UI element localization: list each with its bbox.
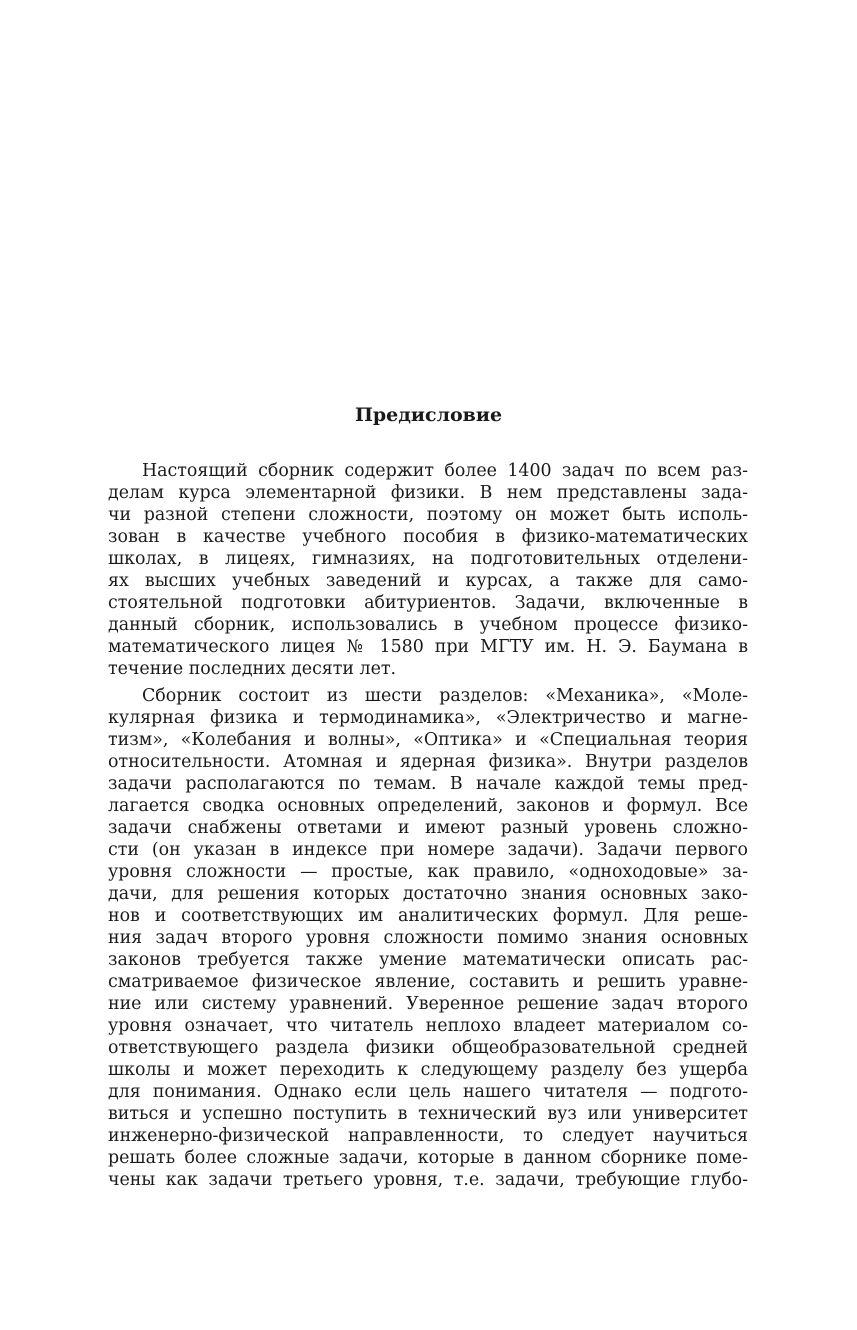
preface-body bbox=[108, 460, 748, 1191]
text-line: задачи снабжены ответами и имеют разный уровень сложно- bbox=[108, 818, 748, 838]
text-line: течение последних десяти лет. bbox=[108, 659, 397, 679]
text-line: сти (он указан в индексе при номере задачи). Задачи первого bbox=[108, 840, 748, 860]
text-line: стоятельной подготовки абитуриентов. Задачи, включенные в bbox=[108, 593, 748, 613]
text-line: Сборник состоит из шести разделов: «Механика», «Моле- bbox=[142, 686, 748, 706]
paragraph-1 bbox=[108, 460, 748, 680]
text-line: ния задач второго уровня сложности помимо знания основных bbox=[108, 928, 748, 948]
text-line: ние или систему уравнений. Уверенное решение задач второго bbox=[108, 994, 748, 1014]
page-title: Предисловие bbox=[354, 404, 503, 426]
text-line: законов требуется также умение математически описать рас- bbox=[108, 950, 748, 970]
paragraph-2 bbox=[108, 685, 748, 1191]
text-line: кулярная физика и термодинамика», «Электричество и магне- bbox=[108, 708, 748, 728]
text-line: дачи, для решения которых достаточно знания основных зако- bbox=[108, 884, 748, 904]
text-line: чи разной степени сложности, поэтому он может быть исполь- bbox=[108, 505, 748, 525]
text-line: зован в качестве учебного пособия в физико-математических bbox=[108, 527, 748, 547]
text-line: школах, в лицеях, гимназиях, на подготовительных отделени- bbox=[108, 549, 748, 569]
text-line: относительности. Атомная и ядерная физика». Внутри разделов bbox=[108, 752, 748, 772]
text-line: решать более сложные задачи, которые в данном сборнике поме- bbox=[108, 1148, 748, 1168]
text-line: для понимания. Однако если цель нашего читателя — подгото- bbox=[108, 1082, 748, 1102]
text-line: задачи располагаются по темам. В начале каждой темы пред- bbox=[108, 774, 748, 794]
text-line: виться и успешно поступить в технический вуз или университет bbox=[108, 1104, 748, 1124]
text-line: ях высших учебных заведений и курсах, а также для само- bbox=[108, 571, 748, 591]
text-line: школы и может переходить к следующему разделу без ущерба bbox=[108, 1060, 748, 1080]
text-line: уровня сложности — простые, как правило, «одноходовые» за- bbox=[108, 862, 748, 882]
text-line: данный сборник, использовались в учебном процессе физико- bbox=[108, 615, 748, 635]
text-line: ответствующего раздела физики общеобразовательной средней bbox=[108, 1038, 748, 1058]
text-line: Настоящий сборник содержит более 1400 задач по всем раз- bbox=[142, 461, 748, 481]
text-line: уровня означает, что читатель неплохо владеет материалом со- bbox=[108, 1016, 748, 1036]
text-line: математического лицея № 1580 при МГТУ им. Н. Э. Баумана в bbox=[108, 637, 748, 657]
text-line: делам курса элементарной физики. В нем представлены зада- bbox=[108, 483, 748, 503]
text-line: чены как задачи третьего уровня, т.е. задачи, требующие глубо- bbox=[108, 1170, 748, 1190]
text-line: сматриваемое физическое явление, составить и решить уравне- bbox=[108, 972, 748, 992]
text-line: тизм», «Колебания и волны», «Оптика» и «Специальная теория bbox=[108, 730, 748, 750]
text-line: нов и соответствующих им аналитических формул. Для реше- bbox=[108, 906, 748, 926]
text-line: инженерно-физической направленности, то следует научиться bbox=[108, 1126, 748, 1146]
text-line: лагается сводка основных определений, законов и формул. Все bbox=[108, 796, 748, 816]
